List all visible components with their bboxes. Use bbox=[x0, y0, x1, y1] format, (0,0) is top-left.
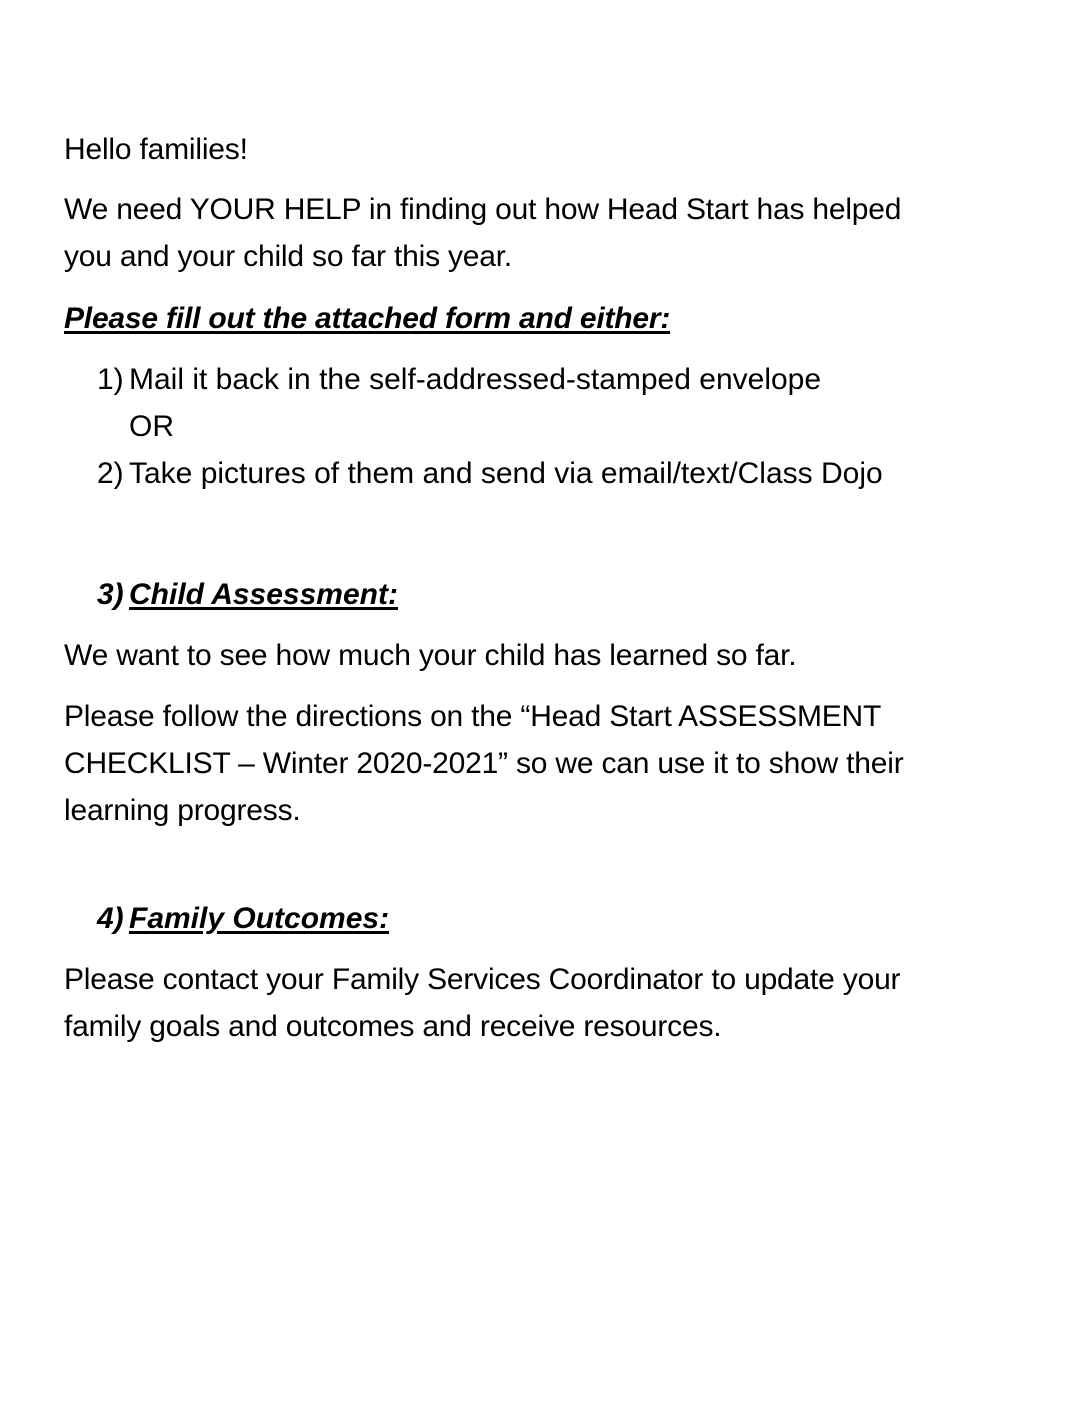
option-2-text: Take pictures of them and send via email/text/Class Dojo bbox=[129, 457, 883, 490]
section-3-para-2-line-3: learning progress. bbox=[64, 794, 301, 827]
section-4-number: 4) bbox=[97, 902, 124, 935]
option-1-number: 1) bbox=[97, 363, 124, 396]
greeting: Hello families! bbox=[64, 133, 248, 166]
section-3-para-2-line-2: CHECKLIST – Winter 2020-2021” so we can use it to show their bbox=[64, 747, 904, 780]
section-3-para-2-line-1: Please follow the directions on the “Head Start ASSESSMENT bbox=[64, 700, 882, 733]
or-text: OR bbox=[129, 410, 174, 443]
section-3-number: 3) bbox=[97, 578, 124, 611]
section-3-heading: Child Assessment: bbox=[129, 578, 398, 611]
section-4-para-line-2: family goals and outcomes and receive resources. bbox=[64, 1010, 722, 1043]
section-3-para-1: We want to see how much your child has learned so far. bbox=[64, 639, 797, 672]
section-4-heading: Family Outcomes: bbox=[129, 902, 390, 935]
option-2-number: 2) bbox=[97, 457, 124, 490]
intro-line-2: you and your child so far this year. bbox=[64, 240, 513, 273]
section-4-para-line-1: Please contact your Family Services Coordinator to update your bbox=[64, 963, 901, 996]
intro-line-1: We need YOUR HELP in finding out how Head Start has helped bbox=[64, 193, 902, 226]
option-1-text: Mail it back in the self-addressed-stamped envelope bbox=[129, 363, 822, 396]
instruction-heading: Please fill out the attached form and either: bbox=[64, 302, 671, 335]
